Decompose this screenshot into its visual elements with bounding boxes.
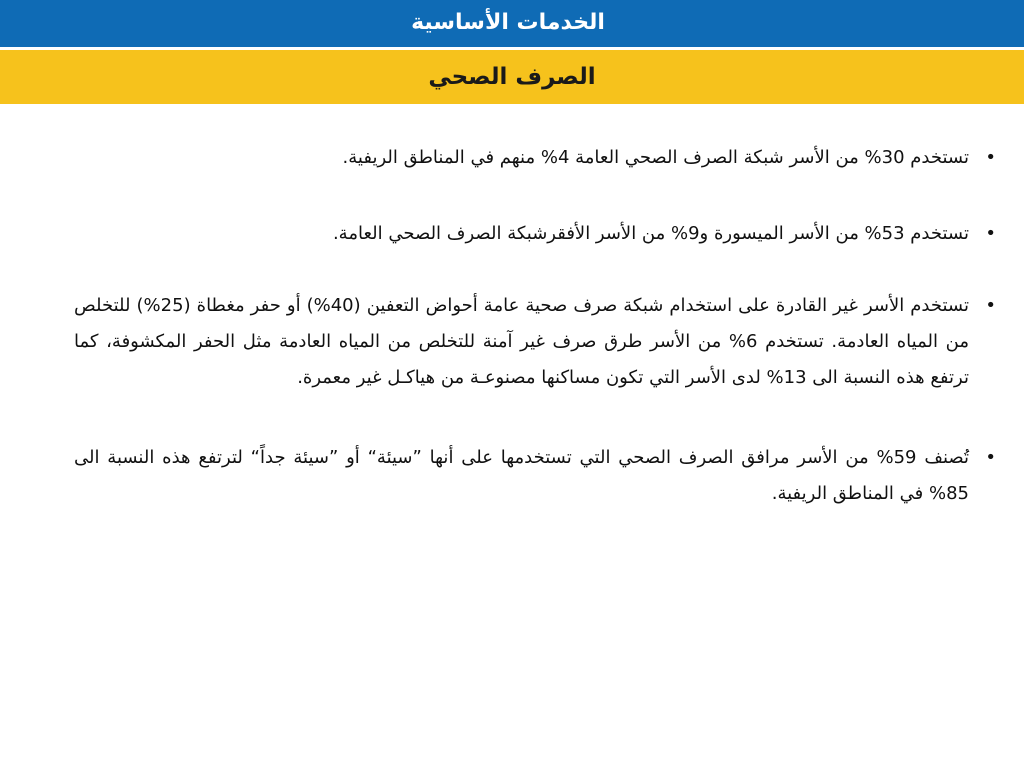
slide-title: الخدمات الأساسية <box>411 10 605 35</box>
bullet-icon: • <box>985 295 996 316</box>
slide-subtitle: الصرف الصحي <box>428 64 596 90</box>
bullet-icon: • <box>985 147 996 168</box>
bullet-item <box>44 216 1014 252</box>
bullet-item <box>44 440 1014 512</box>
bullet-text: تستخدم 30% من الأسر شبكة الصرف الصحي العامة 4% منهم في المناطق الريفية. <box>342 147 969 168</box>
bullet-item <box>44 140 1014 176</box>
bullet-item <box>44 288 1014 396</box>
bullet-icon: • <box>985 223 996 244</box>
bullet-icon: • <box>985 447 996 468</box>
bullet-text: تستخدم الأسر غير القادرة على استخدام شبكة صرف صحية عامة أحواض التعفين (40%) أو حفر مغطاة (25%) للتخلص من المياه العادمة. تستخدم 6% من الأسر طرق صرف غير آمنة للتخلص من المياه العادمة مثل الحفر المكشوفة، كما ترتفع هذه النسبة الى 13% لدى الأسر التي تكون مساكنها مصنوعـة من هياكـل غير معمرة. <box>74 295 969 388</box>
bullet-text: تُصنف 59% من الأسر مرافق الصرف الصحي التي تستخدمها على أنها ”سيئة“ أو ”سيئة جداً“ لترتفع هذه النسبة الى 85% في المناطق الريفية. <box>74 447 970 504</box>
bullet-text: تستخدم 53% من الأسر الميسورة و9% من الأسر الأفقرشبكة الصرف الصحي العامة. <box>332 223 969 244</box>
slide-subtitle-bar <box>0 50 1024 104</box>
bullet-list <box>44 140 1014 552</box>
slide-title-bar <box>0 0 1024 47</box>
